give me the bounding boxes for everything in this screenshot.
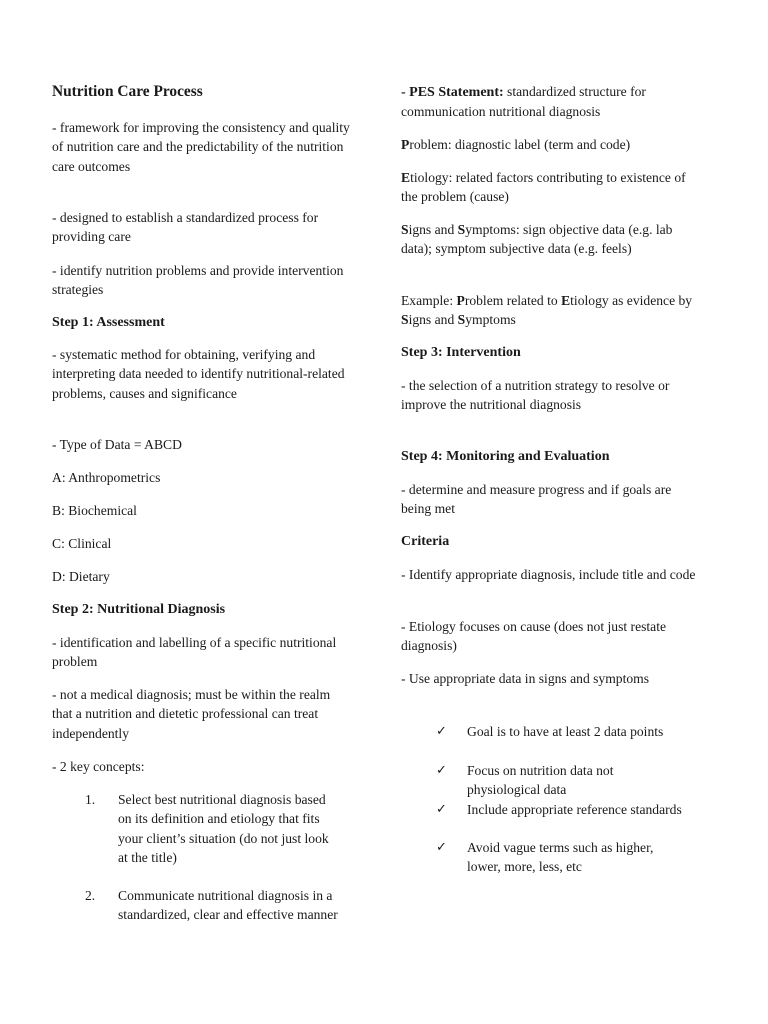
example-text: roblem related to [464,293,562,308]
page-title: Nutrition Care Process [52,83,203,100]
initial-letter: E [561,293,571,308]
step2-heading: Step 2: Nutritional Diagnosis [52,602,226,617]
step1-heading: Step 1: Assessment [52,315,165,330]
definition-text: roblem: diagnostic label (term and code) [409,137,631,152]
pes-statement [401,82,701,122]
checklist-item [436,800,689,819]
step2-paragraph-3: - 2 key concepts: [52,759,145,774]
pes-example [401,291,701,330]
checkmark-icon: ✓ [436,724,447,739]
etiology-definition [401,168,701,207]
checkmark-icon: ✓ [436,802,447,817]
definition-text: tiology: related factors contributing to existence of the problem (cause) [401,170,686,205]
step2-paragraph-2: - not a medical diagnosis; must be within the realm that a nutrition and dietetic professional can treat independently [52,687,331,741]
example-text: igns and [408,312,458,328]
definition-text: igns and [408,222,458,237]
list-item [85,790,340,868]
criteria-heading: Criteria [401,534,450,549]
checklist-item-text: Focus on nutrition data not physiological data [467,763,614,798]
checklist-item [436,761,689,800]
pes-label: - PES Statement: [401,85,504,100]
checklist-item-text: Goal is to have at least 2 data points [467,724,664,739]
checklist-item [436,838,689,877]
initial-letter: E [401,170,411,185]
initial-letter: P [401,137,410,152]
initial-letter: P [456,293,465,308]
abcd-item: A: Anthropometrics [52,470,161,485]
intro-paragraph-2: - designed to establish a standardized process for providing care [52,210,319,245]
abcd-item: D: Dietary [52,569,110,584]
step4-heading: Step 4: Monitoring and Evaluation [401,449,610,464]
list-item [85,886,340,925]
criteria-paragraph-2: - Etiology focuses on cause (does not just restate diagnosis) [401,619,667,654]
initial-letter: S [457,312,466,328]
checklist-item-text: Avoid vague terms such as higher, lower, more, less, etc [467,840,654,875]
abcd-item: C: Clinical [52,536,112,551]
initial-letter: S [401,312,409,328]
step1-paragraph-2: - Type of Data = ABCD [52,437,182,452]
example-text: ymptoms [465,312,516,328]
criteria-paragraph-3: - Use appropriate data in signs and symptoms [401,671,650,686]
example-text: tiology as evidence by [570,293,693,308]
checkmark-icon: ✓ [436,763,447,778]
intro-paragraph-1: - framework for improving the consistency and quality of nutrition care and the predictability of the nutrition care outcomes [52,120,350,174]
step1-paragraph-1: - systematic method for obtaining, verifying and interpreting data needed to identify nutritional-related problems, causes and significance [52,347,345,401]
initial-letter: S [457,222,466,237]
initial-letter: S [401,222,409,237]
step3-paragraph-1: - the selection of a nutrition strategy to resolve or improve the nutritional diagnosis [401,378,670,413]
step4-paragraph-1: - determine and measure progress and if goals are being met [401,482,672,517]
list-item-text: Select best nutritional diagnosis based on its definition and etiology that fits your client’s situation (do not just look at the title) [118,792,329,866]
step3-heading: Step 3: Intervention [401,345,521,360]
step2-paragraph-1: - identification and labelling of a specific nutritional problem [52,635,337,670]
checklist-item [436,722,689,741]
example-text: Example: [401,293,457,308]
pes-text: standardized structure for communication nutritional diagnosis [401,84,646,120]
list-number: 2. [85,888,96,903]
signs-symptoms-definition [401,220,701,259]
abcd-item: B: Biochemical [52,503,137,518]
problem-definition [401,135,701,154]
definition-text: ymptoms: sign objective data (e.g. lab data); symptom subjective data (e.g. feels) [401,222,673,257]
criteria-paragraph-1: - Identify appropriate diagnosis, include title and code [401,567,696,582]
intro-paragraph-3: - identify nutrition problems and provide intervention strategies [52,263,344,298]
list-number: 1. [85,792,96,807]
list-item-text: Communicate nutritional diagnosis in a standardized, clear and effective manner [118,888,338,923]
checkmark-icon: ✓ [436,840,447,855]
checklist-item-text: Include appropriate reference standards [467,802,682,817]
